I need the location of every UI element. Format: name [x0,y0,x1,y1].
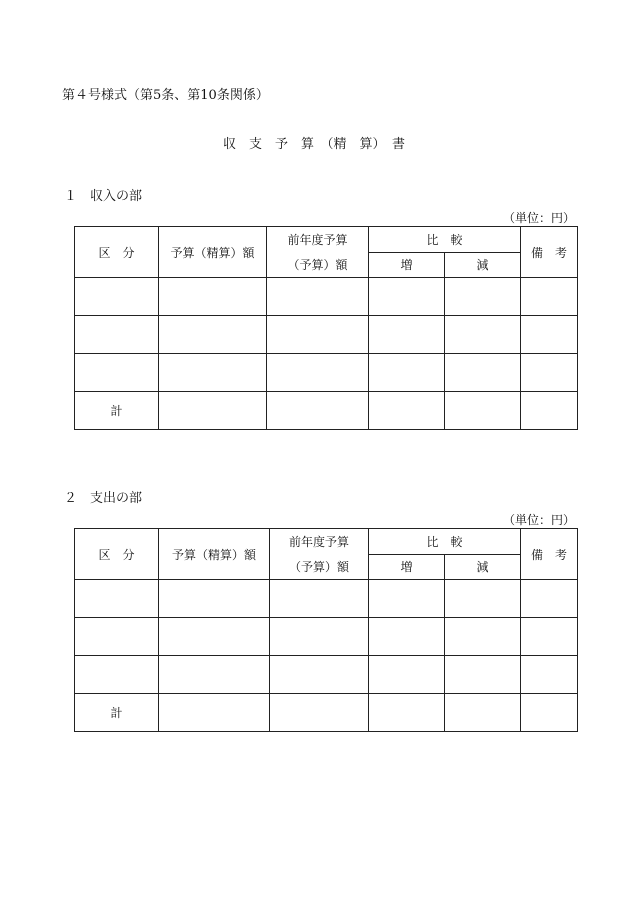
header-increase: 増 [369,252,445,278]
remarks-cell[interactable] [521,392,578,430]
table-row [75,656,578,694]
prev-budget-cell[interactable] [267,392,369,430]
budget-cell[interactable] [159,278,267,316]
table-row [75,618,578,656]
remarks-cell[interactable] [521,694,578,732]
header-budget: 予算（精算）額 [159,529,270,580]
table-header-row [75,227,578,253]
prev-budget-cell[interactable] [270,618,369,656]
header-prev-budget-line2: （予算）額 [287,258,348,272]
total-row [75,392,578,430]
income-section-heading: １ 収入の部 [64,189,143,204]
total-label: 計 [75,392,159,430]
row-category-cell[interactable] [75,278,159,316]
decrease-cell[interactable] [445,278,521,316]
budget-cell[interactable] [159,656,270,694]
header-decrease: 減 [445,252,521,278]
budget-cell[interactable] [159,316,267,354]
header-prev-budget [267,227,369,278]
budget-cell[interactable] [159,392,267,430]
expense-section-heading: ２ 支出の部 [64,491,143,506]
header-remarks: 備 考 [521,529,578,580]
header-budget: 予算（精算）額 [159,227,267,278]
increase-cell[interactable] [369,278,445,316]
prev-budget-cell[interactable] [267,316,369,354]
budget-cell[interactable] [159,354,267,392]
header-prev-budget-line1: 前年度予算 [288,535,349,549]
prev-budget-cell[interactable] [270,580,369,618]
prev-budget-cell[interactable] [270,656,369,694]
remarks-cell[interactable] [521,618,578,656]
decrease-cell[interactable] [445,580,521,618]
total-label: 計 [75,694,159,732]
header-category: 区 分 [75,529,159,580]
increase-cell[interactable] [369,354,445,392]
row-category-cell[interactable] [75,316,159,354]
remarks-cell[interactable] [521,656,578,694]
row-category-cell[interactable] [75,618,159,656]
table-row [75,278,578,316]
header-prev-budget-line1: 前年度予算 [287,233,348,247]
row-category-cell[interactable] [75,354,159,392]
budget-cell[interactable] [159,580,270,618]
income-table [74,226,578,430]
prev-budget-cell[interactable] [270,694,369,732]
remarks-cell[interactable] [521,580,578,618]
header-decrease: 減 [445,554,521,580]
increase-cell[interactable] [369,580,445,618]
header-comparison: 比 較 [369,529,521,555]
header-prev-budget-line2: （予算）額 [288,560,349,574]
budget-cell[interactable] [159,694,270,732]
remarks-cell[interactable] [521,354,578,392]
decrease-cell[interactable] [445,392,521,430]
row-category-cell[interactable] [75,580,159,618]
prev-budget-cell[interactable] [267,354,369,392]
increase-cell[interactable] [369,618,445,656]
expense-table [74,528,578,732]
header-remarks: 備 考 [521,227,578,278]
header-increase: 増 [369,554,445,580]
total-row [75,694,578,732]
form-number-label: 第４号様式（第5条、第10条関係） [62,88,269,103]
prev-budget-cell[interactable] [267,278,369,316]
remarks-cell[interactable] [521,278,578,316]
table-row [75,580,578,618]
table-row [75,354,578,392]
income-unit-label: （単位：円） [503,211,576,225]
decrease-cell[interactable] [445,656,521,694]
decrease-cell[interactable] [445,354,521,392]
increase-cell[interactable] [369,656,445,694]
header-prev-budget [270,529,369,580]
header-category: 区 分 [75,227,159,278]
increase-cell[interactable] [369,694,445,732]
expense-unit-label: （単位：円） [503,513,576,527]
increase-cell[interactable] [369,316,445,354]
row-category-cell[interactable] [75,656,159,694]
table-header-row [75,529,578,555]
decrease-cell[interactable] [445,694,521,732]
table-row [75,316,578,354]
increase-cell[interactable] [369,392,445,430]
document-title: 収 支 予 算 （精 算） 書 [223,137,406,152]
header-comparison: 比 較 [369,227,521,253]
budget-cell[interactable] [159,618,270,656]
decrease-cell[interactable] [445,618,521,656]
remarks-cell[interactable] [521,316,578,354]
decrease-cell[interactable] [445,316,521,354]
